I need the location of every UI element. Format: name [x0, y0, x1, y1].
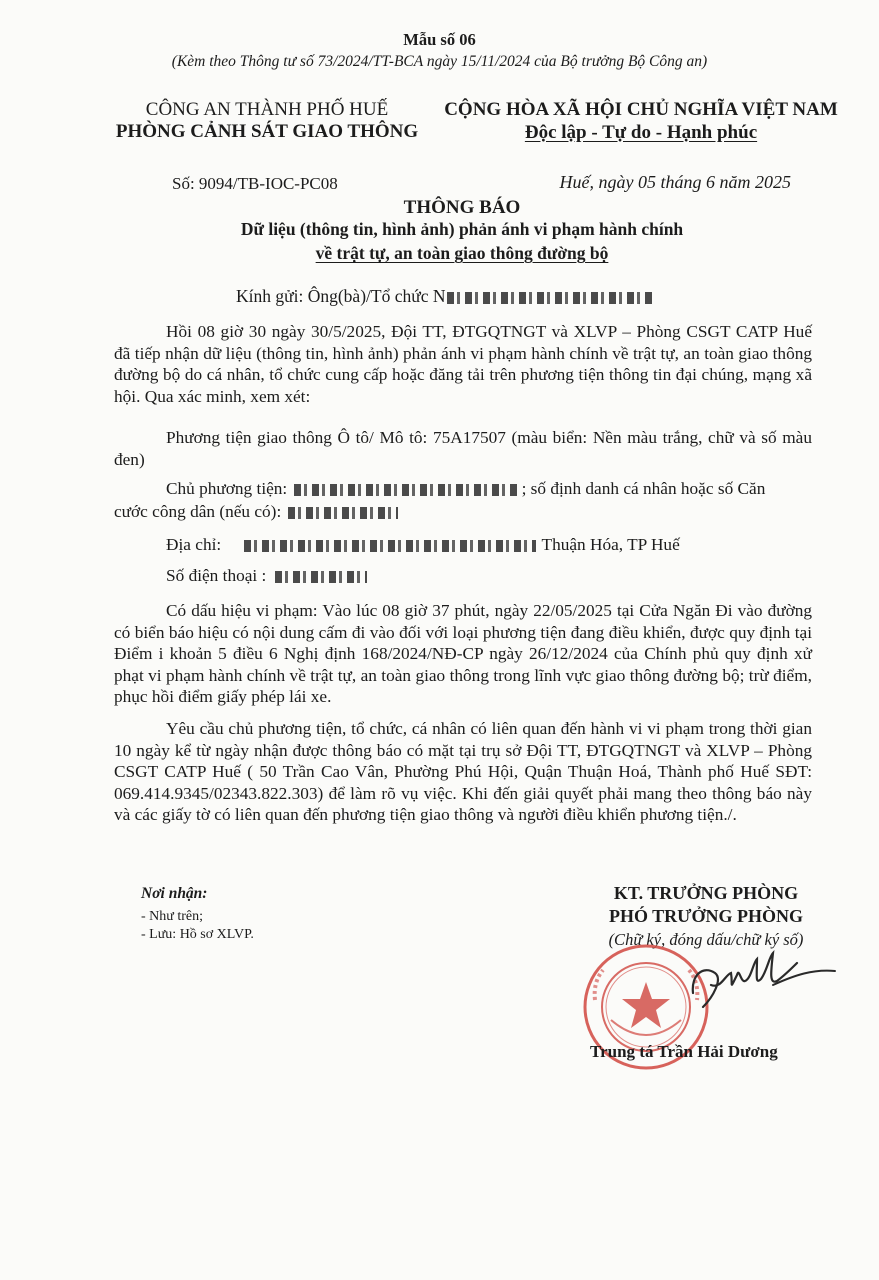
document-number: Số: 9094/TB-IOC-PC08 [172, 174, 338, 193]
redacted-recipient [447, 292, 653, 304]
recipient-item: - Lưu: Hồ sơ XLVP. [141, 927, 254, 942]
circular-reference: (Kèm theo Thông tư số 73/2024/TT-BCA ngày 15/11/2024 của Bộ trưởng Bộ Công an) [171, 53, 708, 70]
owner-id-line: cước công dân (nếu có): [114, 502, 398, 522]
redacted-address [244, 540, 536, 552]
handwritten-signature [673, 945, 843, 1025]
intro-paragraph: Hồi 08 giờ 30 ngày 30/5/2025, Đội TT, ĐTGQTNGT và XLVP – Phòng CSGT CATP Huế đã tiếp nhận dữ liệu (thông tin, hình ảnh) phản ánh vi phạm hành chính về trật tự, an toàn giao thông đường bộ do cá nhân, tổ chức cung cấp hoặc đăng tải trên phương tiện thông tin đại chúng, mạng xã hội. Qua xác minh, xem xét: [114, 322, 812, 406]
violation-paragraph: Có dấu hiệu vi phạm: Vào lúc 08 giờ 37 phút, ngày 22/05/2025 tại Cửa Ngăn Đi vào đường có biển báo hiệu có nội dung cấm đi vào đối với loại phương tiện đang điều khiển, được quy định tại Điểm i khoản 5 điều 6 Nghị định 168/2024/NĐ-CP ngày 26/12/2024 của Chính phủ quy định xử phạt vi phạm hành chính về trật tự, an toàn giao thông trong lĩnh vực giao thông đường bộ; trừ điểm, phục hồi điểm giấy phép lái xe. [114, 601, 812, 706]
document-subtitle-1: Dữ liệu (thông tin, hình ảnh) phản ánh vi phạm hành chính [240, 219, 684, 239]
greeting: Kính gửi: Ông(bà)/Tổ chức N [236, 286, 653, 307]
document-subtitle-2: về trật tự, an toàn giao thông đường bộ [315, 243, 609, 263]
signer-name: Trung tá Trần Hải Dương [590, 1042, 778, 1061]
redacted-id-number [288, 507, 398, 519]
signature-note: (Chữ ký, đóng dấu/chữ ký số) [608, 930, 804, 949]
redacted-owner [294, 484, 520, 496]
signature-title-1: KT. TRƯỞNG PHÒNG [613, 883, 799, 903]
address-line: Địa chỉ: Thuận Hóa, TP Huế [166, 535, 680, 554]
nation-name: CỘNG HÒA XÃ HỘI CHỦ NGHĨA VIỆT NAM [444, 99, 838, 120]
form-number: Mẫu số 06 [403, 30, 476, 49]
signature-title-2: PHÓ TRƯỞNG PHÒNG [608, 906, 803, 926]
national-motto: Độc lập - Tự do - Hạnh phúc [524, 122, 758, 143]
owner-line: Chủ phương tiện: ; số định danh cá nhân hoặc số Căn [166, 479, 766, 498]
agency-name: CÔNG AN THÀNH PHỐ HUẾ [145, 99, 389, 120]
vehicle-paragraph: Phương tiện giao thông Ô tô/ Mô tô: 75A17507 (màu biển: Nền màu trắng, chữ và số màu đen) [114, 428, 812, 469]
department-name: PHÒNG CẢNH SÁT GIAO THÔNG [115, 121, 419, 142]
place-date: Huế, ngày 05 tháng 6 năm 2025 [559, 172, 791, 192]
redacted-phone [275, 571, 367, 583]
phone-line: Số điện thoại : [166, 566, 367, 586]
document-title: THÔNG BÁO [403, 197, 521, 218]
recipients-title: Nơi nhận: [141, 885, 208, 902]
recipient-item: - Như trên; [141, 909, 204, 924]
request-paragraph: Yêu cầu chủ phương tiện, tổ chức, cá nhân có liên quan đến hành vi vi phạm trong thời gian 10 ngày kể từ ngày nhận được thông báo có mặt tại trụ sở Đội TT, ĐTGQTNGT và XLVP – Phòng CSGT CATP Huế ( 50 Trần Cao Vân, Phường Phú Hội, Quận Thuận Hoá, Thành phố Huế SĐT: 069.414.9345/02343.822.303) để làm rõ vụ việc. Khi đến giải quyết phải mang theo thông báo này và các giấy tờ có liên quan đến phương tiện giao thông và người điều khiển phương tiện./. [114, 719, 812, 824]
